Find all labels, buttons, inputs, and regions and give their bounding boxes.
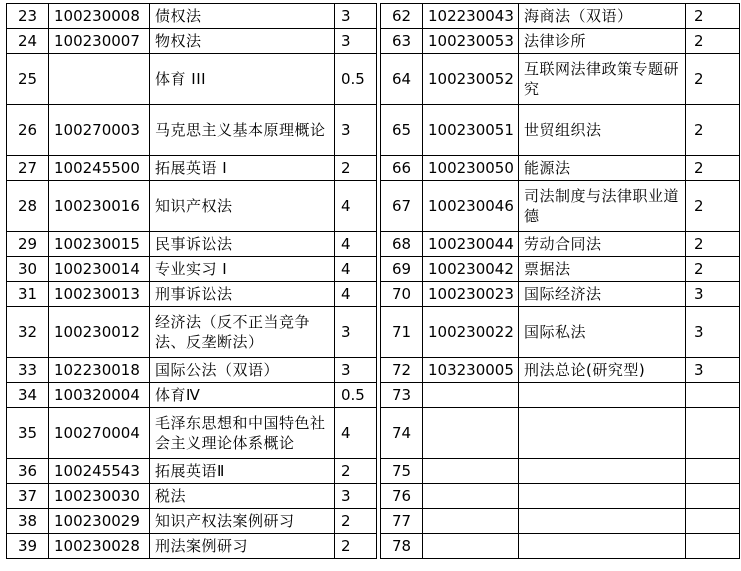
left-course-name: 体育 III (150, 54, 335, 105)
left-course-name: 马克思主义基本原理概论 (150, 105, 335, 156)
right-course-credit (686, 509, 740, 534)
left-course-code: 100230028 (49, 534, 150, 559)
left-row-number: 31 (7, 282, 49, 307)
right-course-name (519, 408, 686, 459)
right-course-code (423, 383, 519, 408)
table-row (7, 534, 740, 559)
left-course-code: 100245500 (49, 156, 150, 181)
left-course-code: 100320004 (49, 383, 150, 408)
right-course-name: 世贸组织法 (519, 105, 686, 156)
right-row-number: 75 (381, 459, 423, 484)
right-course-credit: 3 (686, 358, 740, 383)
course-table (6, 3, 740, 559)
left-course-credit: 4 (335, 257, 377, 282)
table-row (7, 4, 740, 29)
left-course-credit: 3 (335, 307, 377, 358)
left-course-code: 100230008 (49, 4, 150, 29)
left-row-number: 36 (7, 459, 49, 484)
right-row-number: 69 (381, 257, 423, 282)
right-course-credit: 2 (686, 156, 740, 181)
right-course-code: 102230043 (423, 4, 519, 29)
table-row (7, 156, 740, 181)
left-row-number: 23 (7, 4, 49, 29)
left-course-name: 体育Ⅳ (150, 383, 335, 408)
left-course-credit: 0.5 (335, 383, 377, 408)
right-course-code: 100230052 (423, 54, 519, 105)
left-course-name: 拓展英语Ⅱ (150, 459, 335, 484)
left-row-number: 24 (7, 29, 49, 54)
right-course-name: 法律诊所 (519, 29, 686, 54)
left-course-name: 税法 (150, 484, 335, 509)
left-course-credit: 4 (335, 282, 377, 307)
left-row-number: 35 (7, 408, 49, 459)
right-course-name (519, 459, 686, 484)
left-course-code: 100270004 (49, 408, 150, 459)
left-course-name: 刑法案例研习 (150, 534, 335, 559)
right-course-name: 劳动合同法 (519, 232, 686, 257)
left-course-code: 100230013 (49, 282, 150, 307)
right-course-code: 103230005 (423, 358, 519, 383)
right-row-number: 66 (381, 156, 423, 181)
right-row-number: 78 (381, 534, 423, 559)
table-row (7, 484, 740, 509)
left-row-number: 29 (7, 232, 49, 257)
left-course-code: 100245543 (49, 459, 150, 484)
left-course-code: 100230014 (49, 257, 150, 282)
right-course-credit: 2 (686, 29, 740, 54)
table-row (7, 282, 740, 307)
right-row-number: 76 (381, 484, 423, 509)
right-course-credit: 2 (686, 4, 740, 29)
right-course-credit: 2 (686, 54, 740, 105)
right-course-name: 能源法 (519, 156, 686, 181)
table-row (7, 307, 740, 358)
right-course-credit: 3 (686, 282, 740, 307)
right-course-name (519, 484, 686, 509)
left-row-number: 39 (7, 534, 49, 559)
right-row-number: 77 (381, 509, 423, 534)
left-course-code: 100230012 (49, 307, 150, 358)
left-course-name: 专业实习 I (150, 257, 335, 282)
left-row-number: 33 (7, 358, 49, 383)
left-course-code: 100230016 (49, 181, 150, 232)
left-row-number: 34 (7, 383, 49, 408)
right-course-credit (686, 459, 740, 484)
left-row-number: 32 (7, 307, 49, 358)
left-course-credit: 3 (335, 105, 377, 156)
right-course-name: 海商法（双语） (519, 4, 686, 29)
right-course-name: 司法制度与法律职业道德 (519, 181, 686, 232)
right-course-name (519, 509, 686, 534)
left-course-code: 100230030 (49, 484, 150, 509)
right-row-number: 67 (381, 181, 423, 232)
left-course-name: 知识产权法 (150, 181, 335, 232)
right-row-number: 62 (381, 4, 423, 29)
right-course-code (423, 484, 519, 509)
table-row (7, 54, 740, 105)
right-course-name: 票据法 (519, 257, 686, 282)
left-course-name: 国际公法（双语） (150, 358, 335, 383)
left-course-credit: 2 (335, 156, 377, 181)
table-row (7, 29, 740, 54)
left-course-credit: 2 (335, 459, 377, 484)
left-row-number: 37 (7, 484, 49, 509)
table-row (7, 459, 740, 484)
right-row-number: 64 (381, 54, 423, 105)
right-course-code: 100230044 (423, 232, 519, 257)
right-course-code: 100230046 (423, 181, 519, 232)
left-row-number: 28 (7, 181, 49, 232)
left-course-name: 拓展英语 I (150, 156, 335, 181)
right-course-code (423, 459, 519, 484)
right-course-credit: 2 (686, 232, 740, 257)
table-row (7, 408, 740, 459)
table-row (7, 232, 740, 257)
left-row-number: 38 (7, 509, 49, 534)
right-course-credit (686, 383, 740, 408)
left-course-code: 100230015 (49, 232, 150, 257)
right-row-number: 63 (381, 29, 423, 54)
left-course-name: 知识产权法案例研习 (150, 509, 335, 534)
left-course-credit: 3 (335, 29, 377, 54)
table-row (7, 181, 740, 232)
left-row-number: 30 (7, 257, 49, 282)
left-course-name: 刑事诉讼法 (150, 282, 335, 307)
right-course-credit (686, 534, 740, 559)
left-course-code (49, 54, 150, 105)
left-course-credit: 3 (335, 358, 377, 383)
left-course-code: 102230018 (49, 358, 150, 383)
right-course-credit: 2 (686, 181, 740, 232)
left-course-name: 物权法 (150, 29, 335, 54)
left-course-credit: 2 (335, 509, 377, 534)
left-course-name: 经济法（反不正当竞争法、反垄断法） (150, 307, 335, 358)
left-course-code: 100270003 (49, 105, 150, 156)
left-course-credit: 3 (335, 484, 377, 509)
right-row-number: 74 (381, 408, 423, 459)
right-course-name: 刑法总论(研究型) (519, 358, 686, 383)
right-row-number: 65 (381, 105, 423, 156)
left-course-credit: 4 (335, 232, 377, 257)
right-course-code (423, 534, 519, 559)
left-row-number: 26 (7, 105, 49, 156)
right-course-code (423, 509, 519, 534)
table-row (7, 257, 740, 282)
right-course-name (519, 383, 686, 408)
left-course-name: 债权法 (150, 4, 335, 29)
left-row-number: 27 (7, 156, 49, 181)
right-course-name (519, 534, 686, 559)
table-row (7, 358, 740, 383)
right-course-credit (686, 408, 740, 459)
right-course-name: 互联网法律政策专题研究 (519, 54, 686, 105)
table-row (7, 383, 740, 408)
left-course-code: 100230029 (49, 509, 150, 534)
left-course-name: 民事诉讼法 (150, 232, 335, 257)
left-course-code: 100230007 (49, 29, 150, 54)
right-course-credit: 2 (686, 105, 740, 156)
left-row-number: 25 (7, 54, 49, 105)
table-row (7, 509, 740, 534)
right-course-code: 100230023 (423, 282, 519, 307)
right-course-name: 国际私法 (519, 307, 686, 358)
left-course-credit: 2 (335, 534, 377, 559)
right-course-credit: 2 (686, 257, 740, 282)
left-course-credit: 3 (335, 4, 377, 29)
right-course-code: 100230042 (423, 257, 519, 282)
right-course-credit: 3 (686, 307, 740, 358)
left-course-credit: 4 (335, 181, 377, 232)
right-row-number: 72 (381, 358, 423, 383)
right-course-code: 100230022 (423, 307, 519, 358)
right-course-credit (686, 484, 740, 509)
left-course-credit: 0.5 (335, 54, 377, 105)
right-course-name: 国际经济法 (519, 282, 686, 307)
right-course-code: 100230053 (423, 29, 519, 54)
right-course-code: 100230050 (423, 156, 519, 181)
right-course-code: 100230051 (423, 105, 519, 156)
table-row (7, 105, 740, 156)
right-row-number: 71 (381, 307, 423, 358)
left-course-name: 毛泽东思想和中国特色社会主义理论体系概论 (150, 408, 335, 459)
right-course-code (423, 408, 519, 459)
right-row-number: 73 (381, 383, 423, 408)
right-row-number: 68 (381, 232, 423, 257)
right-row-number: 70 (381, 282, 423, 307)
left-course-credit: 4 (335, 408, 377, 459)
